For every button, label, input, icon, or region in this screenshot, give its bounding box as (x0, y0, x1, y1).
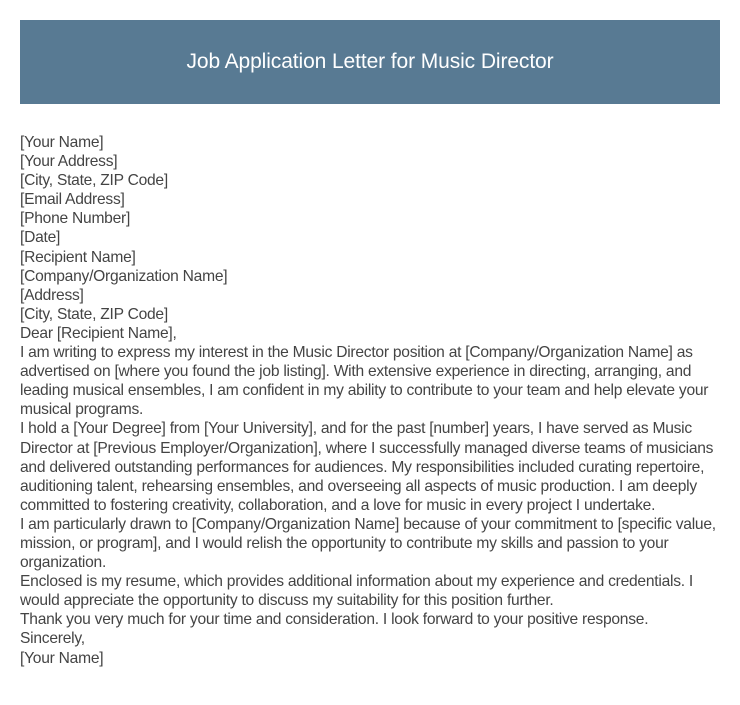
recipient-address: [Address] (20, 286, 84, 304)
recipient-name: [Recipient Name] (20, 248, 136, 266)
title-banner (20, 20, 720, 104)
signature: [Your Name] (20, 649, 104, 667)
paragraph-enclosure: Enclosed is my resume, which provides additional information about my experience and credentials. I would appreciate the opportunity to discuss my suitability for this position further. (20, 573, 693, 610)
page-title: Job Application Letter for Music Director (186, 50, 554, 73)
letter-body (20, 133, 724, 668)
paragraph-thanks: Thank you very much for your time and consideration. I look forward to your positive response. (20, 611, 649, 629)
paragraph-experience: I hold a [Your Degree] from [Your University], and for the past [number] years, I have served as Music Director at [Previous Employer/Organization], where I successfully managed diverse teams of musicians and delivered outstanding performances for audiences. My responsibilities included curating repertoire, auditioning talent, rehearsing ensembles, and overseeing all aspects of music production. I am deeply committed to fostering creativity, collaboration, and a love for music in every project I undertake. (20, 420, 714, 514)
sender-email: [Email Address] (20, 191, 125, 209)
recipient-organization: [Company/Organization Name] (20, 267, 228, 285)
closing: Sincerely, (20, 630, 85, 648)
recipient-city-state-zip: [City, State, ZIP Code] (20, 305, 168, 323)
sender-address: [Your Address] (20, 153, 118, 171)
paragraph-intro: I am writing to express my interest in the Music Director position at [Company/Organization Name] as advertised on [where you found the job listing]. With extensive experience in directing, arranging, and leading musical ensembles, I am confident in my ability to contribute to your team and help elevate your musical programs. (20, 344, 709, 419)
paragraph-motivation: I am particularly drawn to [Company/Organization Name] because of your commitment to [specific value, mission, or program], and I would relish the opportunity to contribute my skills and passion to your organization. (20, 515, 716, 572)
sender-city-state-zip: [City, State, ZIP Code] (20, 172, 168, 190)
sender-phone: [Phone Number] (20, 210, 131, 228)
sender-name: [Your Name] (20, 134, 104, 151)
letter-date: [Date] (20, 229, 61, 247)
salutation: Dear [Recipient Name], (20, 324, 177, 342)
